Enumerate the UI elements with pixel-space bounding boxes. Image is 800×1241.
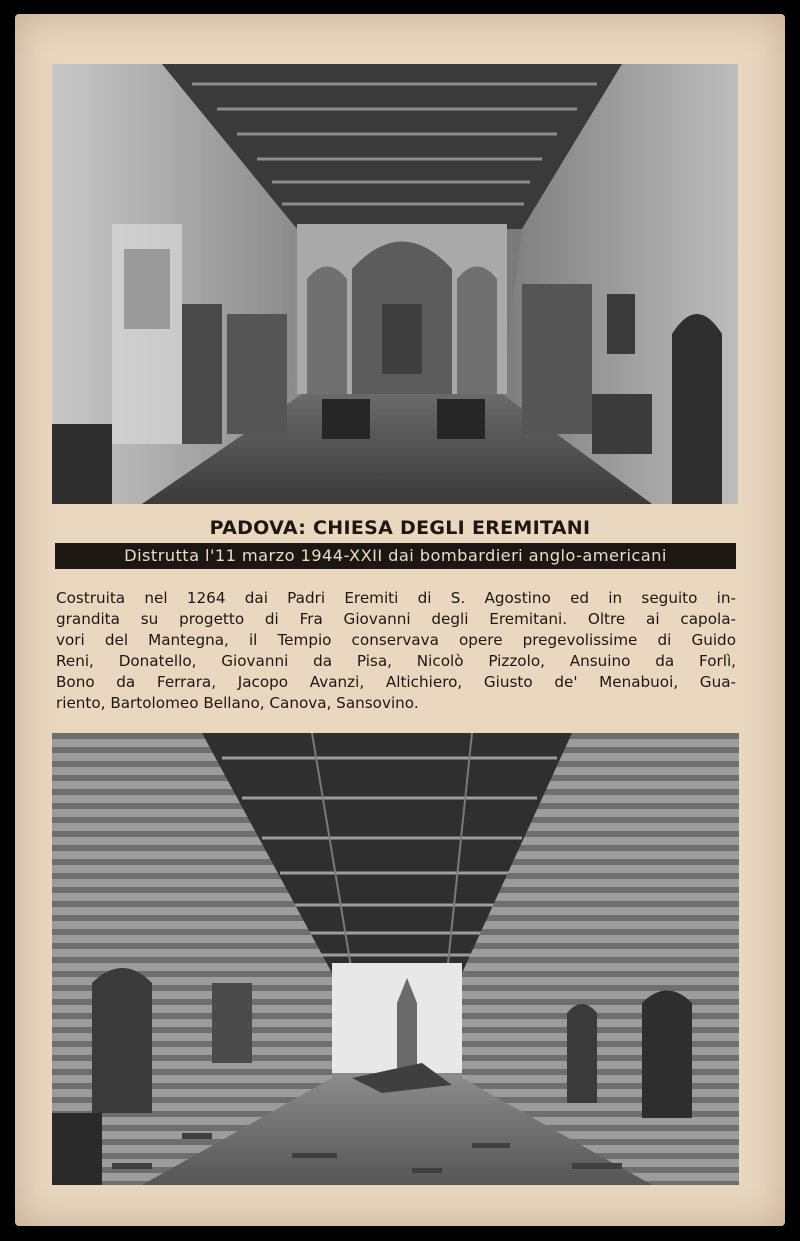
postcard (15, 14, 785, 1226)
description-line: Bono da Ferrara, Jacopo Avanzi, Altichiero, Giusto de' Menabuoi, Gua- (56, 673, 736, 691)
description-line: grandita su progetto di Fra Giovanni degli Eremitani. Oltre ai capola- (56, 610, 736, 628)
description-line: vori del Mantegna, il Tempio conservava opere pregevolissime di Guido (56, 631, 736, 649)
church-interior-before-illustration (52, 64, 738, 504)
description-line: riento, Bartolomeo Bellano, Canova, Sansovino. (56, 694, 419, 712)
church-ruins-photo-after (52, 733, 739, 1185)
church-ruins-after-illustration (52, 733, 739, 1185)
card-title: PADOVA: CHIESA DEGLI EREMITANI (209, 517, 591, 539)
description-line: Reni, Donatello, Giovanni da Pisa, Nicolò Pizzolo, Ansuino da Forlì, (56, 652, 736, 670)
church-interior-photo-before (52, 64, 738, 504)
description-text (56, 588, 736, 714)
destruction-banner: Distrutta l'11 marzo 1944-XXII dai bombardieri anglo-americani (55, 543, 736, 569)
description-line: Costruita nel 1264 dai Padri Eremiti di S. Agostino ed in seguito in- (56, 589, 736, 607)
